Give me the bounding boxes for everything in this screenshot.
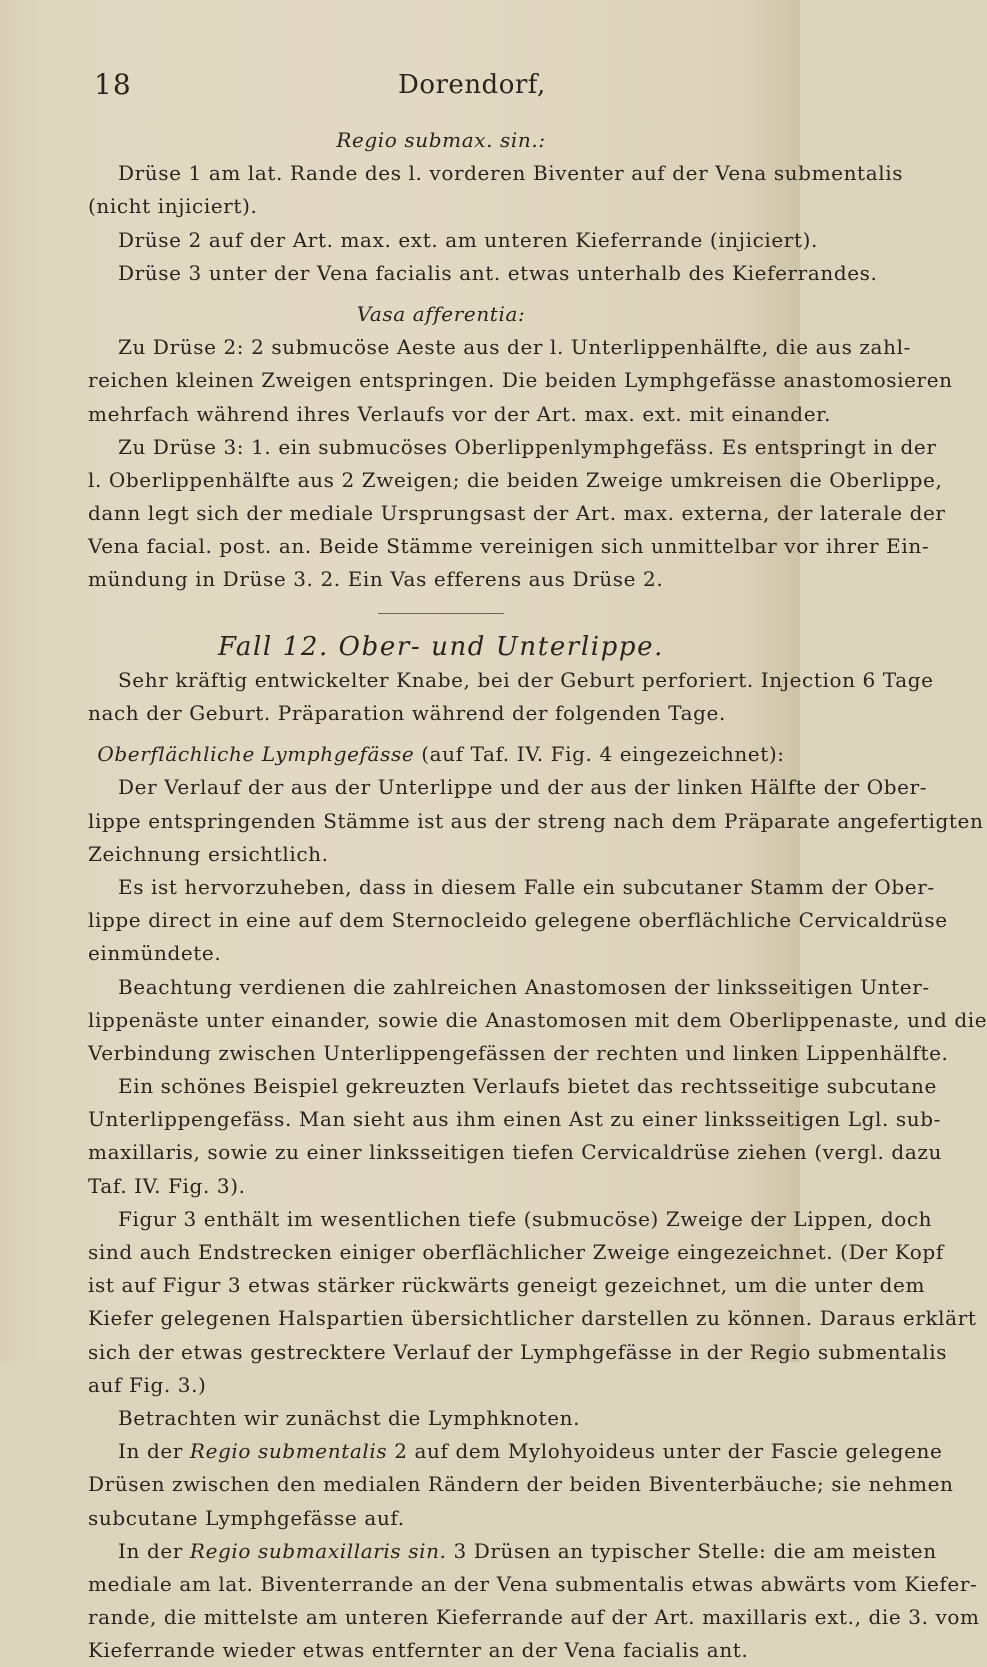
paragraph-line: Sehr kräftig entwickelter Knabe, bei der Geburt perforiert. Injection 6 Tage: [118, 667, 934, 692]
text-run-italic: Regio submaxillaris sin.: [189, 1538, 447, 1563]
paragraph-line: sind auch Endstrecken einiger oberflächlicher Zweige eingezeichnet. (Der Kopf: [88, 1240, 944, 1264]
paragraph-line: Drüse 2 auf der Art. max. ext. am unteren Kieferrande (injiciert).: [118, 227, 818, 252]
paragraph-line: Es ist hervorzuheben, dass in diesem Falle ein subcutaner Stamm der Ober-: [118, 874, 935, 899]
page-header: [0, 68, 800, 108]
paragraph-line: rande, die mittelste am unteren Kieferrande auf der Art. maxillaris ext., die 3. vom: [88, 1605, 980, 1630]
paragraph-line: [88, 1435, 943, 1468]
paragraph-line: Unterlippengefäss. Man sieht aus ihm einen Ast zu einer linksseitigen Lgl. sub-: [88, 1107, 942, 1132]
paragraph-line: Zeichnung ersichtlich.: [88, 841, 329, 866]
paragraph-line: lippenäste unter einander, sowie die Anastomosen mit dem Oberlippenaste, und die: [88, 1007, 987, 1032]
paragraph-line: sich der etwas gestrecktere Verlauf der Lymphgefässe in der Regio submentalis: [88, 1339, 948, 1364]
text-run-italic: Regio submentalis: [189, 1439, 388, 1464]
section-heading-regio-submax: Regio submax. sin.:: [336, 128, 546, 152]
paragraph-line: mehrfach während ihres Verlaufs vor der Art. max. ext. mit einander.: [88, 401, 832, 426]
paragraph-line: Betrachten wir zunächst die Lymphknoten.: [118, 1405, 581, 1430]
paragraph-line: dann legt sich der mediale Ursprungsast der Art. max. externa, der laterale der: [88, 501, 946, 526]
case-heading-fall-12: Fall 12. Ober- und Unterlippe.: [218, 631, 664, 662]
paragraph-line: mündung in Drüse 3. 2. Ein Vas efferens aus Drüse 2.: [88, 567, 664, 592]
paragraph-line: reichen kleinen Zweigen entspringen. Die beiden Lymphgefässe anastomosieren: [88, 368, 953, 393]
paragraph-line: Kiefer gelegenen Halspartien übersichtlicher darstellen zu können. Daraus erklärt: [88, 1306, 977, 1331]
text-run: 2 auf dem Mylohyoideus unter der Fascie gelegene: [387, 1439, 943, 1464]
paragraph-line: Kieferrande wieder etwas entfernter an der Vena facialis ant.: [88, 1638, 749, 1663]
heading-italic-part: Oberflächliche Lymphgefässe: [97, 742, 415, 767]
paragraph-line: Zu Drüse 2: 2 submucöse Aeste aus der l. Unterlippenhälfte, die aus zahl-: [118, 335, 911, 360]
section-heading-oberflaechliche-lymphgefaesse: [88, 738, 794, 771]
paragraph-line: lippe direct in eine auf dem Sternocleido gelegene oberflächliche Cervicaldrüse: [88, 908, 948, 933]
paragraph-line: mediale am lat. Biventerrande an der Vena submentalis etwas abwärts vom Kiefer-: [88, 1571, 978, 1596]
paragraph-line: Der Verlauf der aus der Unterlippe und der aus der linken Hälfte der Ober-: [118, 775, 928, 800]
running-head: Dorendorf,: [398, 70, 546, 100]
paragraph-line: ist auf Figur 3 etwas stärker rückwärts geneigt gezeichnet, um die unter dem: [88, 1273, 926, 1298]
section-heading-vasa-afferentia: Vasa afferentia:: [356, 301, 526, 326]
paragraph-line: subcutane Lymphgefässe auf.: [88, 1505, 405, 1530]
paragraph-line: Zu Drüse 3: 1. ein submucöses Oberlippenlymphgefäss. Es entspringt in der: [118, 434, 937, 459]
section-divider: [88, 597, 794, 631]
paragraph-line: Vena facial. post. an. Beide Stämme vereinigen sich unmittelbar vor ihrer Ein-: [88, 534, 930, 559]
paragraph-line: Drüsen zwischen den medialen Rändern der beiden Biventerbäuche; sie nehmen: [88, 1472, 954, 1497]
text-run: In der: [118, 1439, 190, 1464]
paragraph-line: (nicht injiciert).: [88, 194, 258, 219]
paragraph-line: Beachtung verdienen die zahlreichen Anastomosen der linksseitigen Unter-: [118, 974, 930, 999]
page-body: [88, 124, 987, 1667]
paragraph-line: Ein schönes Beispiel gekreuzten Verlaufs bietet das rechtsseitige subcutane: [118, 1074, 937, 1099]
paragraph-line: Verbindung zwischen Unterlippengefässen der rechten und linken Lippenhälfte.: [88, 1040, 949, 1065]
paragraph-line: Taf. IV. Fig. 3).: [88, 1173, 246, 1198]
paragraph-line: einmündete.: [88, 941, 222, 966]
paragraph-line: nach der Geburt. Präparation während der folgenden Tage.: [88, 701, 726, 725]
page-number: 18: [94, 68, 132, 101]
heading-rest: (auf Taf. IV. Fig. 4 eingezeichnet):: [414, 742, 785, 767]
paragraph-line: Drüse 3 unter der Vena facialis ant. etwas unterhalb des Kieferrandes.: [118, 260, 878, 285]
paragraph-line: Drüse 1 am lat. Rande des l. vorderen Biventer auf der Vena submentalis: [118, 161, 904, 186]
text-run: In der: [118, 1538, 190, 1563]
paragraph-line: l. Oberlippenhälfte aus 2 Zweigen; die beiden Zweige umkreisen die Oberlippe,: [88, 467, 943, 492]
text-run: 3 Drüsen an typischer Stelle: die am meisten: [446, 1538, 937, 1563]
paragraph-line: maxillaris, sowie zu einer linksseitigen tiefen Cervicaldrüse ziehen (vergl. dazu: [88, 1140, 942, 1165]
divider-rule: [378, 613, 504, 614]
paragraph-line: lippe entspringenden Stämme ist aus der streng nach dem Präparate angefertigten: [88, 808, 984, 833]
paragraph-line: Figur 3 enthält im wesentlichen tiefe (submucöse) Zweige der Lippen, doch: [118, 1206, 933, 1231]
paragraph-line: auf Fig. 3.): [88, 1372, 207, 1397]
paragraph-line: [88, 1535, 937, 1568]
